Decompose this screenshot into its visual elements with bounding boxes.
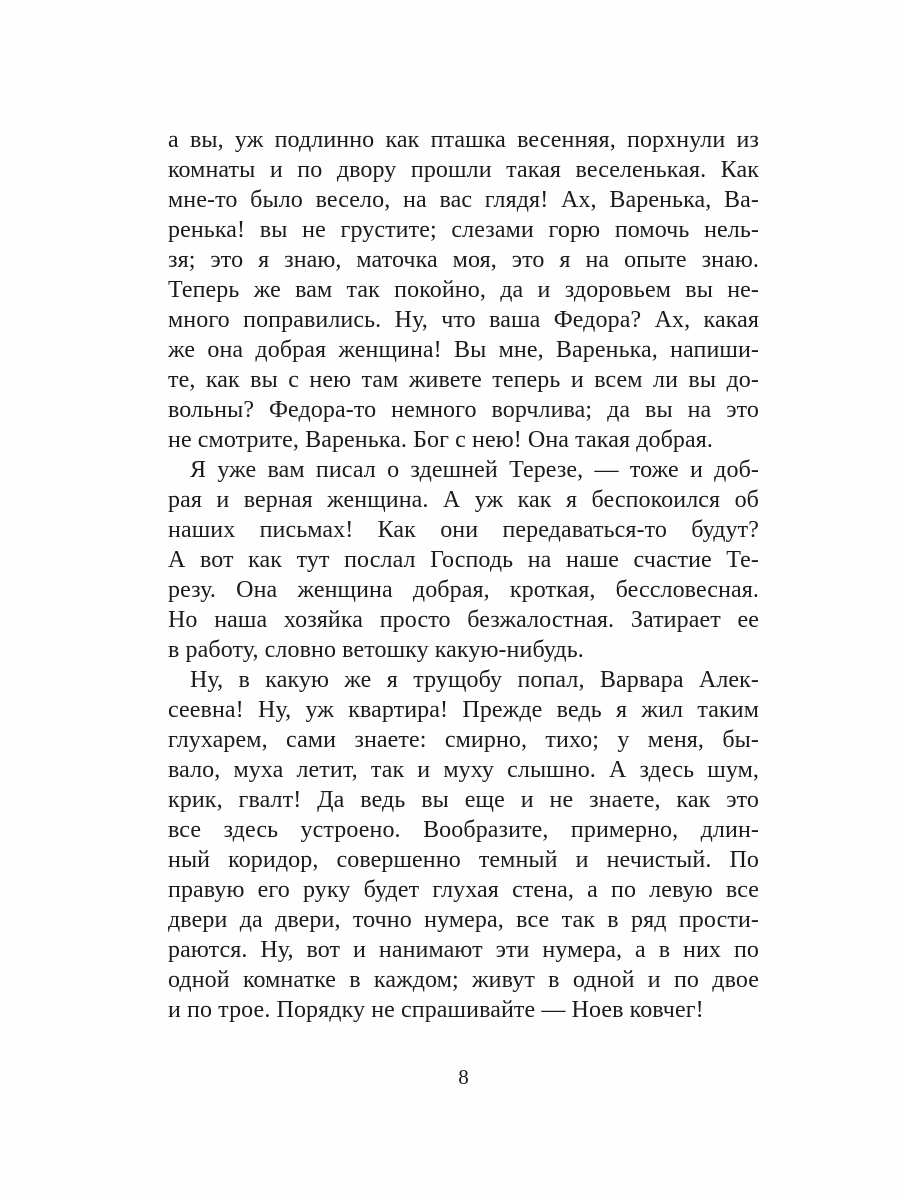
text-line: наших письмах! Как они передаваться-то будут? bbox=[168, 517, 759, 543]
text-line: ренька! вы не грустите; слезами горю помочь нель- bbox=[168, 217, 759, 243]
text-line: Теперь же вам так покойно, да и здоровьем вы не- bbox=[168, 277, 759, 303]
text-line: крик, гвалт! Да ведь вы еще и не знаете, как это bbox=[168, 787, 759, 813]
text-line: вало, муха летит, так и муху слышно. А здесь шум, bbox=[168, 757, 759, 783]
text-line: же она добрая женщина! Вы мне, Варенька, напиши- bbox=[168, 337, 759, 363]
text-line: и по трое. Порядку не спрашивайте — Ноев ковчег! bbox=[168, 997, 704, 1023]
text-line: А вот как тут послал Господь на наше счастие Те- bbox=[168, 547, 759, 573]
text-line: рая и верная женщина. А уж как я беспокоился об bbox=[168, 487, 759, 513]
text-line: не смотрите, Варенька. Бог с нею! Она такая добрая. bbox=[168, 427, 713, 453]
text-block bbox=[168, 125, 759, 1025]
text-line: одной комнатке в каждом; живут в одной и по двое bbox=[168, 967, 759, 993]
text-line: двери да двери, точно нумера, все так в ряд прости- bbox=[168, 907, 759, 933]
text-line: глухарем, сами знаете: смирно, тихо; у меня, бы- bbox=[168, 727, 759, 753]
text-line: все здесь устроено. Вообразите, примерно, длин- bbox=[168, 817, 759, 843]
text-line: Я уже вам писал о здешней Терезе, — тоже и доб- bbox=[190, 457, 759, 483]
text-line: мне-то было весело, на вас глядя! Ах, Варенька, Ва- bbox=[168, 187, 759, 213]
text-line: вольны? Федора-то немного ворчлива; да вы на это bbox=[168, 397, 759, 423]
text-line: а вы, уж подлинно как пташка весенняя, порхнули из bbox=[168, 127, 759, 153]
text-line: раются. Ну, вот и нанимают эти нумера, а в них по bbox=[168, 937, 759, 963]
text-line: те, как вы с нею там живете теперь и всем ли вы до- bbox=[168, 367, 759, 393]
text-line: сеевна! Ну, уж квартира! Прежде ведь я жил таким bbox=[168, 697, 759, 723]
text-line: зя; это я знаю, маточка моя, это я на опыте знаю. bbox=[168, 247, 759, 273]
text-line: в работу, словно ветошку какую-нибудь. bbox=[168, 637, 584, 663]
page-number: 8 bbox=[458, 1065, 469, 1089]
text-line: ный коридор, совершенно темный и нечистый. По bbox=[168, 847, 759, 873]
text-line: Но наша хозяйка просто безжалостная. Затирает ее bbox=[168, 607, 759, 633]
text-line: много поправились. Ну, что ваша Федора? Ах, какая bbox=[168, 307, 759, 333]
text-line: правую его руку будет глухая стена, а по левую все bbox=[168, 877, 759, 903]
text-line: резу. Она женщина добрая, кроткая, бессловесная. bbox=[168, 577, 759, 603]
text-line: комнаты и по двору прошли такая веселенькая. Как bbox=[168, 157, 759, 183]
text-line: Ну, в какую же я трущобу попал, Варвара Алек- bbox=[190, 667, 759, 693]
